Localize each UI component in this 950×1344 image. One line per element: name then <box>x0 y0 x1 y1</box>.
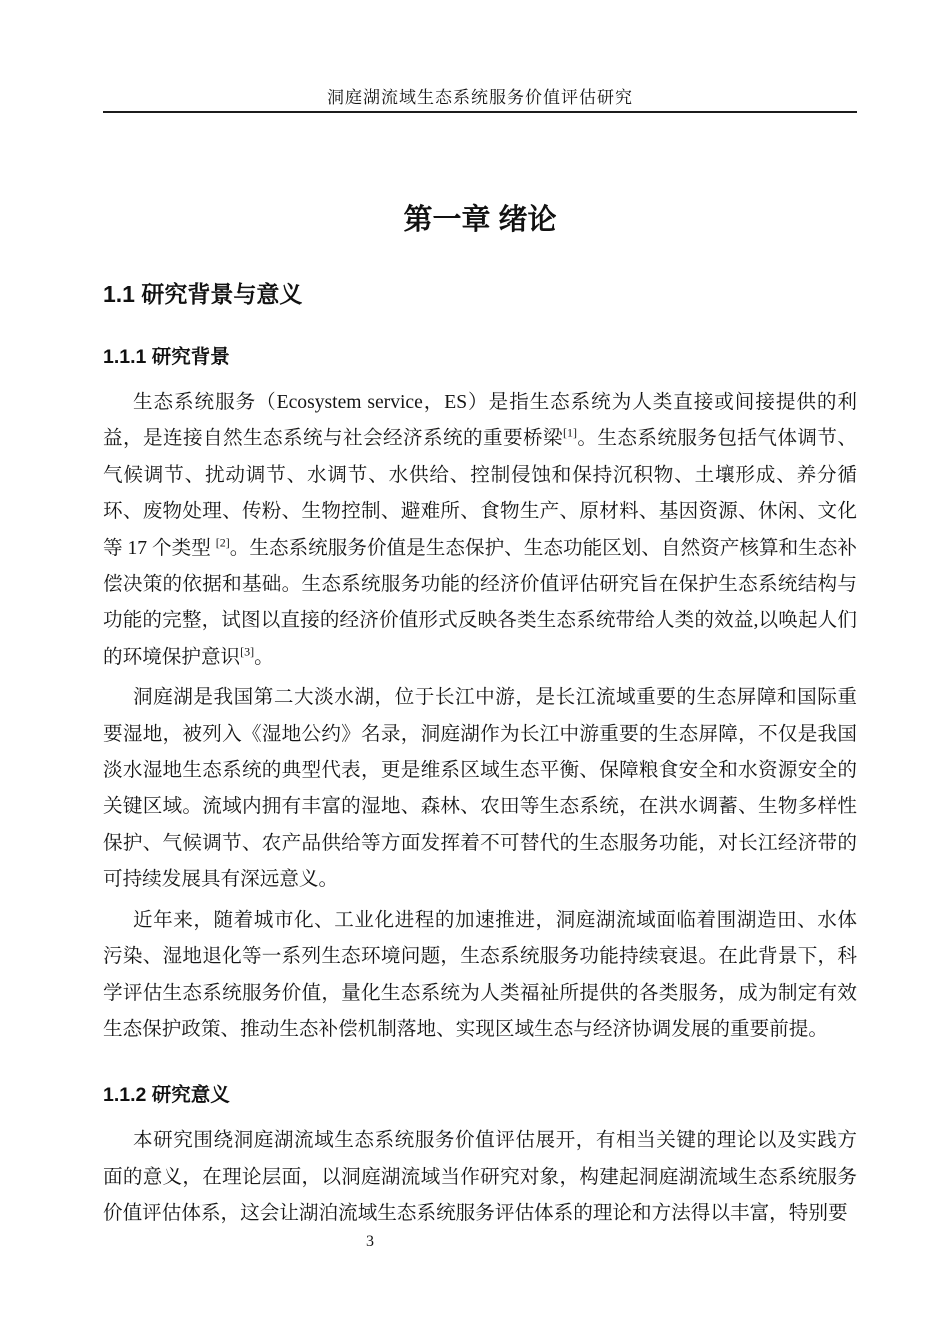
background-paragraph-2: 洞庭湖是我国第二大淡水湖，位于长江中游，是长江流域重要的生态屏障和国际重要湿地，被列入《湿地公约》名录，洞庭湖作为长江中游重要的生态屏障，不仅是我国淡水湿地生态系统的典型代表，更是维系区域生态平衡、保障粮食安全和水资源安全的关键区域。流域内拥有丰富的湿地、森林、农田等生态系统，在洪水调蓄、生物多样性保护、气候调节、农产品供给等方面发挥着不可替代的生态服务功能，对长江经济带的可持续发展具有深远意义。 <box>103 687 857 891</box>
citation-reference: [3] <box>240 644 255 659</box>
citation-reference: [1] <box>563 425 577 440</box>
research-significance-paragraphs <box>103 1123 857 1232</box>
background-paragraph-1: 生态系统服务（Ecosystem service，ES）是指生态系统为人类直接或间接提供的利益，是连接自然生态系统与社会经济系统的重要桥梁[1]。生态系统服务包括气体调节、气候调节、扰动调节、水调节、水供给、控制侵蚀和保持沉积物、土壤形成、养分循环、废物处理、传粉、生物控制、避难所、食物生产、原材料、基因资源、休闲、文化等 17 个类型 [2]。生态系统服务价值是生态保护、生态功能区划、自然资产核算和生态补偿决策的依据和基础。生态系统服务功能的经济价值评估研究旨在保护生态系统结构与功能的完整，试图以直接的经济价值形式反映各类生态系统带给人类的效益,以唤起人们的环境保护意识[3]。 <box>103 392 858 668</box>
significance-paragraph-1: 本研究围绕洞庭湖流域生态系统服务价值评估展开，有相当关键的理论以及实践方面的意义，在理论层面，以洞庭湖流域当作研究对象，构建起洞庭湖流域生态系统服务价值评估体系，这会让湖泊流域生态系统服务评估体系的理论和方法得以丰富，特别要 <box>103 1130 857 1225</box>
running-title: 洞庭湖流域生态系统服务价值评估研究 <box>327 88 633 107</box>
page-number: 3 <box>366 1233 374 1250</box>
chapter-title: 第一章 绪论 <box>403 204 557 236</box>
research-background-paragraphs <box>103 385 857 1048</box>
section-1-1-1-heading: 1.1.1 研究背景 <box>103 346 230 368</box>
section-1-1-2-heading: 1.1.2 研究意义 <box>103 1084 230 1107</box>
section-1-1-heading: 1.1 研究背景与意义 <box>103 281 303 307</box>
page-header <box>103 0 857 113</box>
background-paragraph-3: 近年来，随着城市化、工业化进程的加速推进，洞庭湖流域面临着围湖造田、水体污染、湿地退化等一系列生态环境问题，生态系统服务功能持续衰退。在此背景下，科学评估生态系统服务价值，量化生态系统为人类福祉所提供的各类服务，成为制定有效生态保护政策、推动生态补偿机制落地、实现区域生态与经济协调发展的重要前提。 <box>103 909 857 1040</box>
citation-reference: [2] <box>215 535 230 550</box>
